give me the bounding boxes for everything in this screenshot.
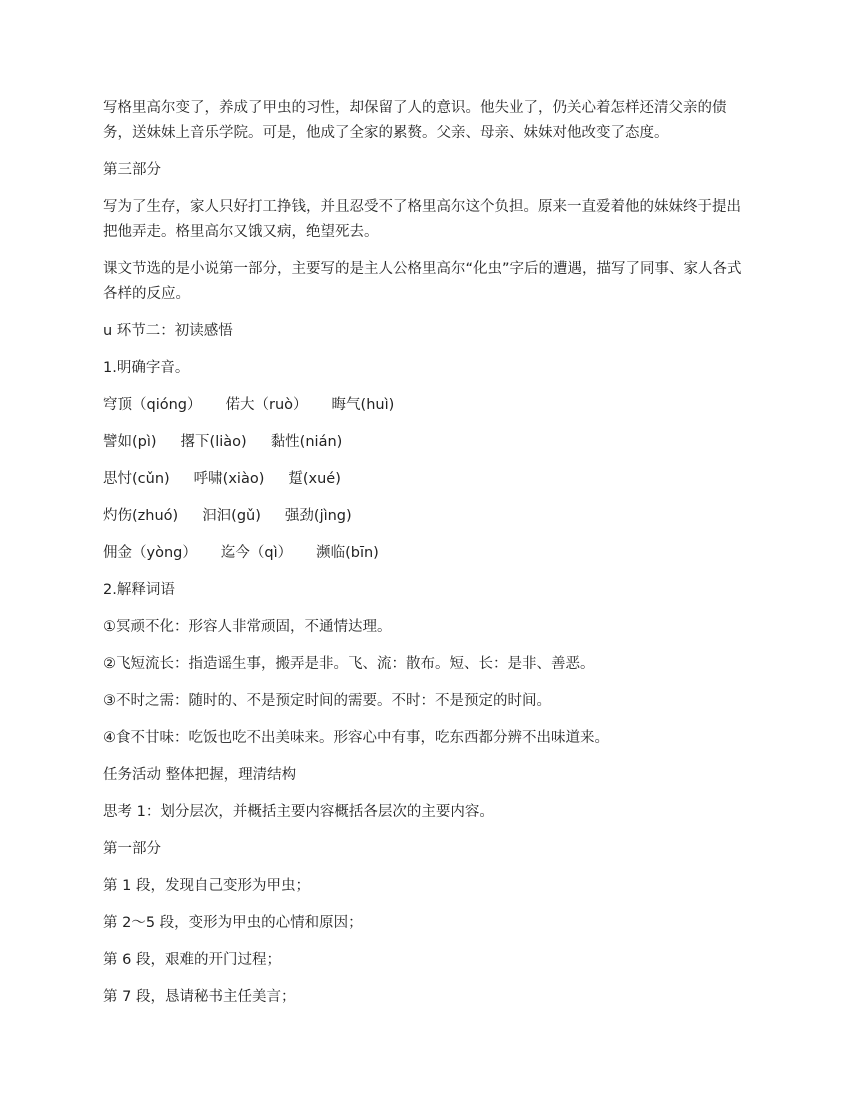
paragraph-part-three-summary: 写为了生存，家人只好打工挣钱，并且忍受不了格里高尔这个负担。原来一直爱着他的妹妹终于提出把他弄走。格里高尔又饿又病，绝望死去。 bbox=[103, 199, 741, 240]
vocabulary-item: ④食不甘味：吃饭也吃不出美味来。形容心中有事，吃东西都分辨不出味道来。 bbox=[103, 730, 609, 746]
pronunciation-item: 晦气(huì) bbox=[331, 397, 395, 413]
heading-step-two: u 环节二：初读感悟 bbox=[103, 323, 233, 339]
heading-part-three: 第三部分 bbox=[103, 162, 161, 178]
section-item: 第 7 段，恳请秘书主任美言； bbox=[103, 989, 296, 1005]
pronunciation-item: 譬如(pì) bbox=[103, 434, 157, 450]
document-page bbox=[103, 96, 753, 1022]
pronunciation-item: 濒临(bīn) bbox=[316, 545, 379, 561]
paragraph-part-two-summary: 写格里高尔变了，养成了甲虫的习性，却保留了人的意识。他失业了，仍关心着怎样还清父亲的债务，送妹妹上音乐学院。可是，他成了全家的累赘。父亲、母亲、妹妹对他改变了态度。 bbox=[103, 100, 727, 141]
pronunciation-item: 汩汩(gǔ) bbox=[202, 508, 261, 524]
paragraph-excerpt-note: 课文节选的是小说第一部分，主要写的是主人公格里高尔“化虫”字后的遭遇，描写了同事、家人各式各样的反应。 bbox=[103, 261, 742, 302]
vocabulary-item: ①冥顽不化：形容人非常顽固，不通情达理。 bbox=[103, 619, 392, 635]
pronunciation-row bbox=[103, 541, 753, 566]
pronunciation-row bbox=[103, 430, 753, 455]
pronunciation-row bbox=[103, 504, 753, 529]
pronunciation-item: 佣金（yòng） bbox=[103, 545, 197, 561]
pronunciation-item: 撂下(liào) bbox=[180, 434, 247, 450]
pronunciation-item: 踅(xué) bbox=[288, 471, 341, 487]
pronunciation-item: 思忖(cǔn) bbox=[103, 471, 170, 487]
thinking-question-one: 思考 1：划分层次，并概括主要内容概括各层次的主要内容。 bbox=[103, 804, 494, 820]
pronunciation-item: 偌大（ruò） bbox=[225, 397, 308, 413]
pronunciation-item: 强劲(jìng) bbox=[284, 508, 352, 524]
section-item: 第 1 段，发现自己变形为甲虫； bbox=[103, 878, 310, 894]
pronunciation-item: 灼伤(zhuó) bbox=[103, 508, 179, 524]
pronunciation-item: 黏性(nián) bbox=[270, 434, 343, 450]
heading-vocabulary: 2.解释词语 bbox=[103, 582, 175, 598]
pronunciation-item: 呼啸(xiào) bbox=[193, 471, 265, 487]
heading-part-one: 第一部分 bbox=[103, 841, 161, 857]
pronunciation-row bbox=[103, 393, 753, 418]
heading-task-activity: 任务活动 整体把握，理清结构 bbox=[103, 767, 297, 783]
pronunciation-item: 迄今（qì） bbox=[220, 545, 293, 561]
pronunciation-row bbox=[103, 467, 753, 492]
vocabulary-item: ②飞短流长：指造谣生事，搬弄是非。飞、流：散布。短、长：是非、善恶。 bbox=[103, 656, 595, 672]
section-item: 第 6 段，艰难的开门过程； bbox=[103, 952, 281, 968]
section-item: 第 2～5 段，变形为甲虫的心情和原因； bbox=[103, 915, 363, 931]
heading-pronunciation: 1.明确字音。 bbox=[103, 360, 190, 376]
vocabulary-item: ③不时之需：随时的、不是预定时间的需要。不时：不是预定的时间。 bbox=[103, 693, 551, 709]
pronunciation-item: 穹顶（qióng） bbox=[103, 397, 202, 413]
